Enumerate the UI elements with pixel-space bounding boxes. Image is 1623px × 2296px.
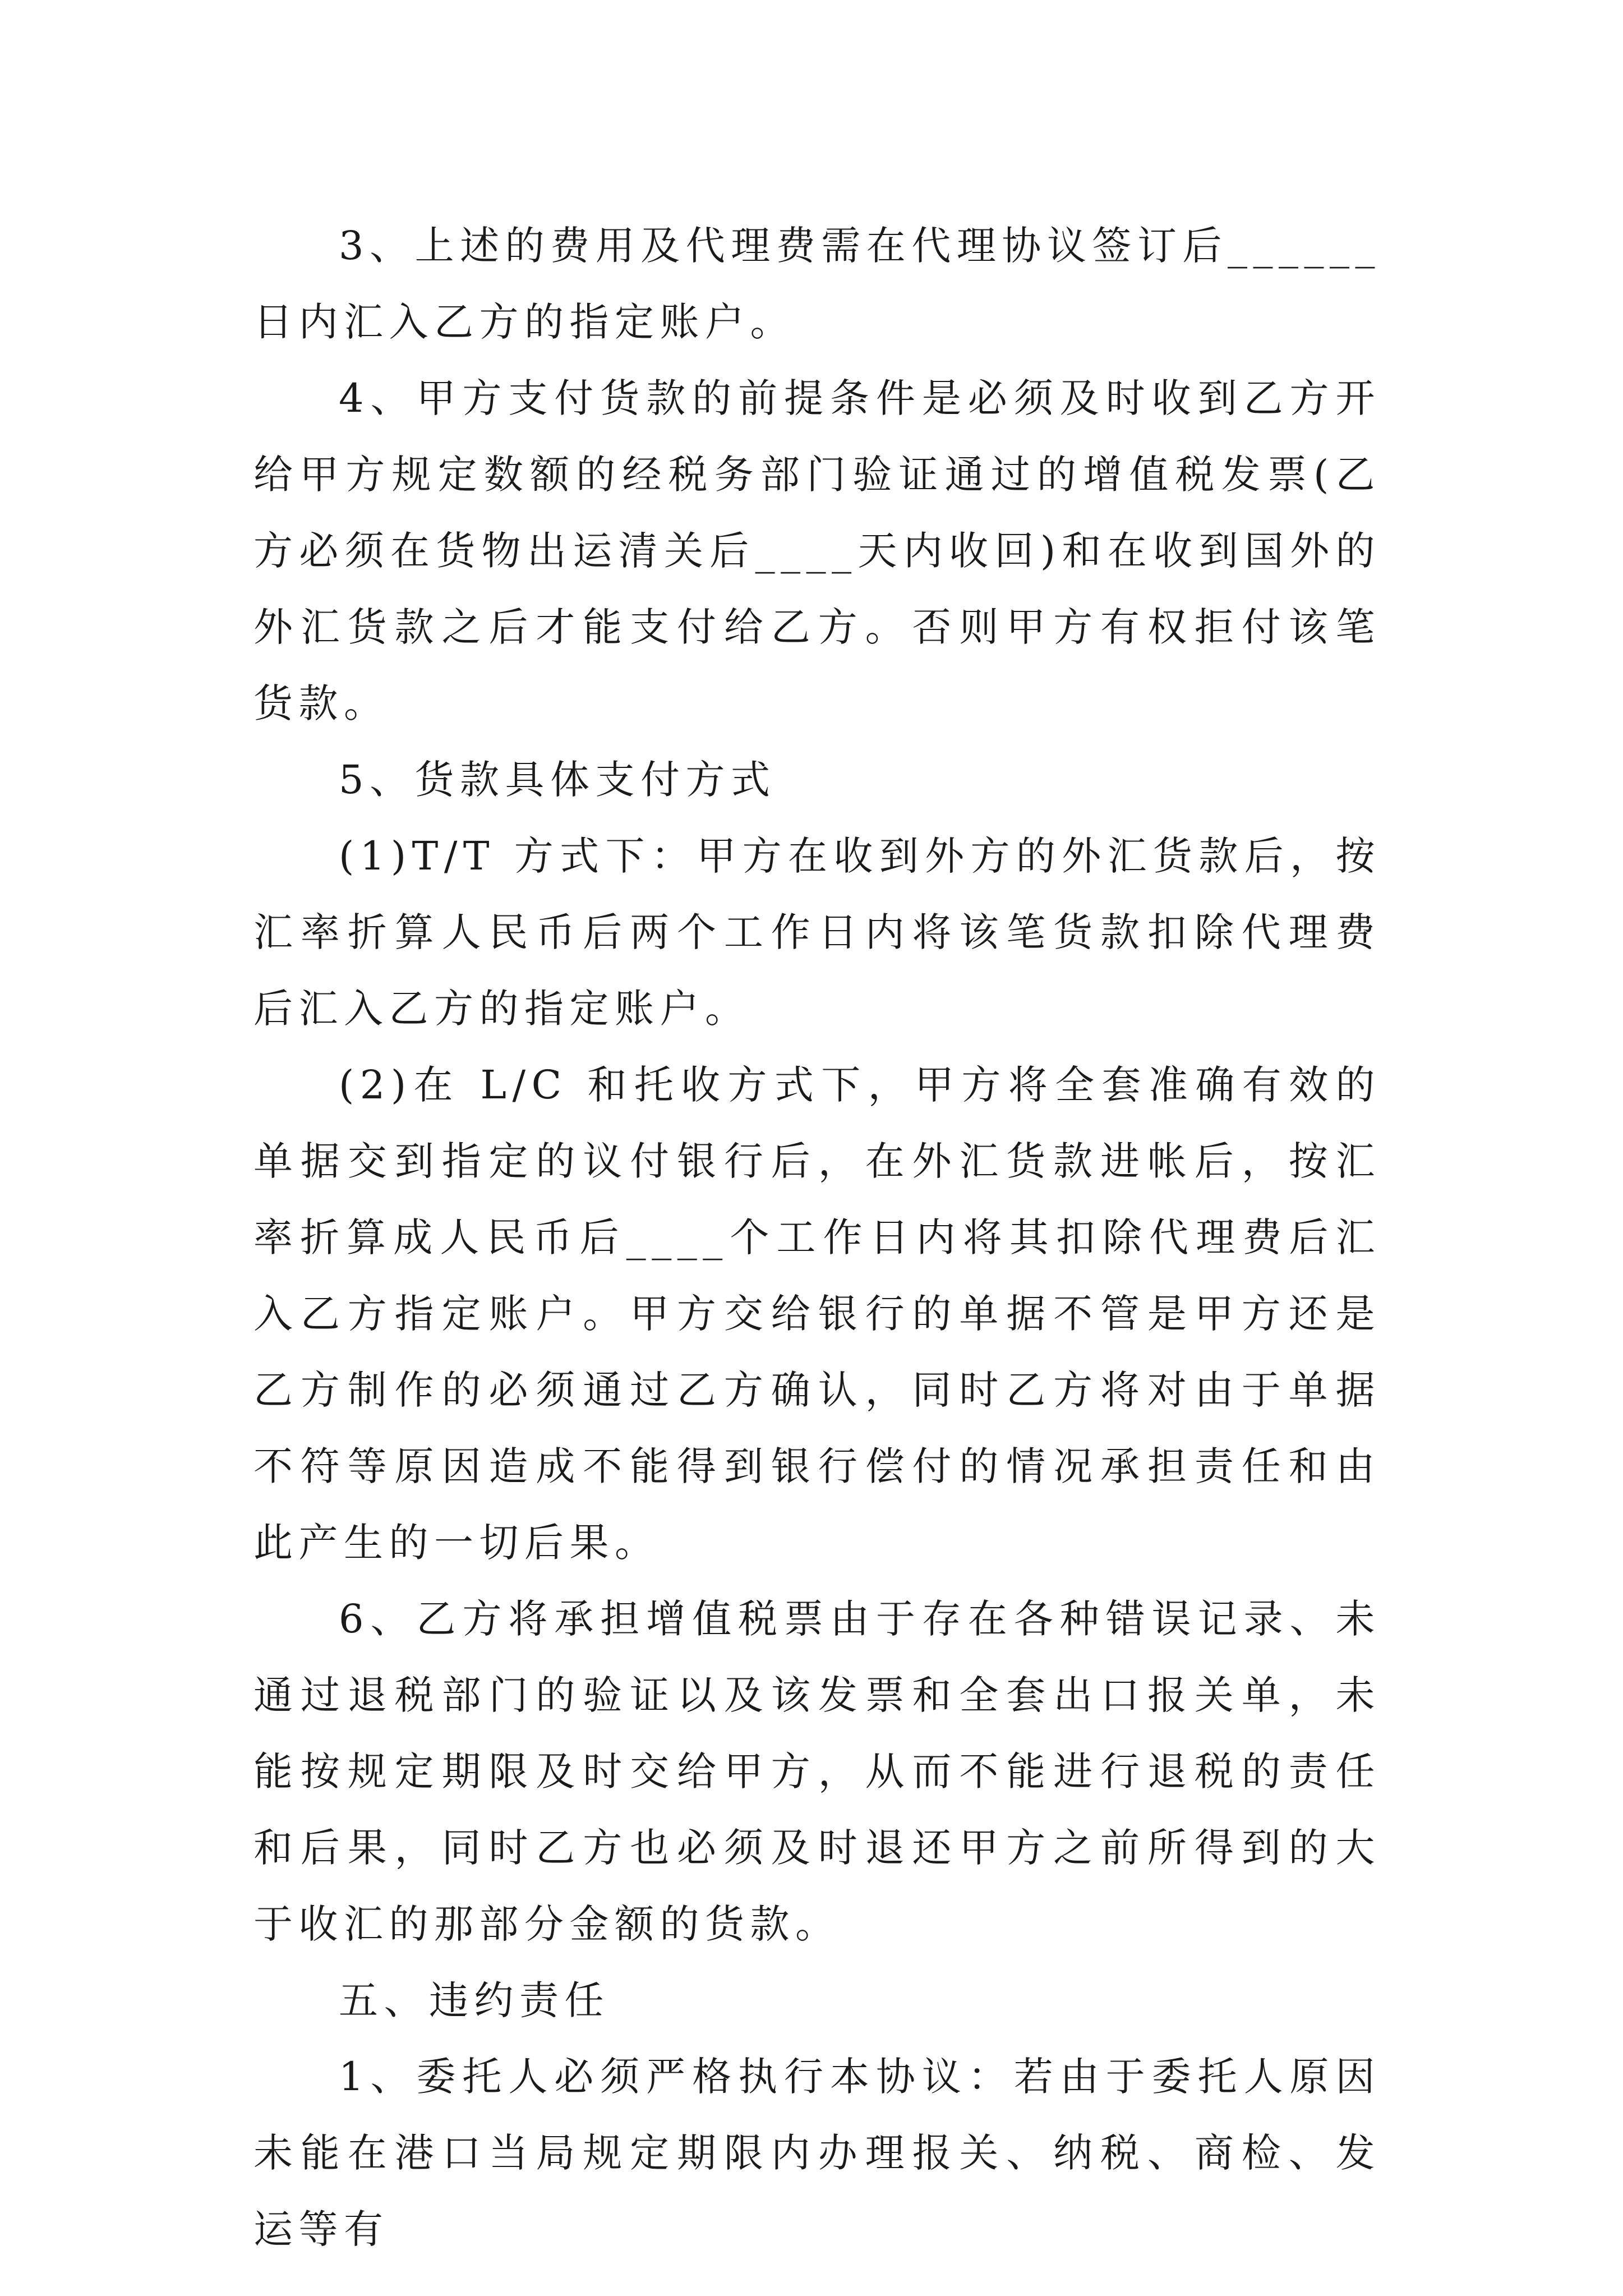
section-5-heading: 五、违约责任 [339,1977,610,2023]
clause-5-2-lc-collection-method: (2)在 L/C 和托收方式下，甲方将全套准确有效的单据交到指定的议付银行后，在外汇货款进帐后，按汇率折算成人民币后____个工作日内将其扣除代理费后汇入乙方指定账户。甲方交给银行的单据不管是甲方还是乙方制作的必须通过乙方确认，同时乙方将对由于单据不符等原因造成不能得到银行偿付的情况承担责任和由此产生的一切后果。 [253,1062,1381,1566]
clause-5-1-tt-method: (1)T/T 方式下：甲方在收到外方的外汇货款后，按汇率折算人民币后两个工作日内将该笔货款扣除代理费后汇入乙方的指定账户。 [253,833,1381,1032]
liability-clause-1: 1、委托人必须严格执行本协议：若由于委托人原因未能在港口当局规定期限内办理报关、纳税、商检、发运等有 [253,2054,1381,2252]
clause-3-payment-deadline: 3、上述的费用及代理费需在代理协议签订后______日内汇入乙方的指定账户。 [253,223,1381,345]
clause-6-vat-invoice-liability: 6、乙方将承担增值税票由于存在各种错误记录、未通过退税部门的验证以及该发票和全套出口报关单，未能按规定期限及时交给甲方，从而不能进行退税的责任和后果，同时乙方也必须及时退还甲方之前所得到的大于收汇的那部分金额的货款。 [253,1596,1381,1947]
clause-5-heading: 5、货款具体支付方式 [339,757,776,803]
clause-4-payment-precondition: 4、甲方支付货款的前提条件是必须及时收到乙方开给甲方规定数额的经税务部门验证通过的增值税发票(乙方必须在货物出运清关后____天内收回)和在收到国外的外汇货款之后才能支付给乙方。否则甲方有权拒付该笔货款。 [253,375,1381,726]
document-body [253,208,1381,2267]
